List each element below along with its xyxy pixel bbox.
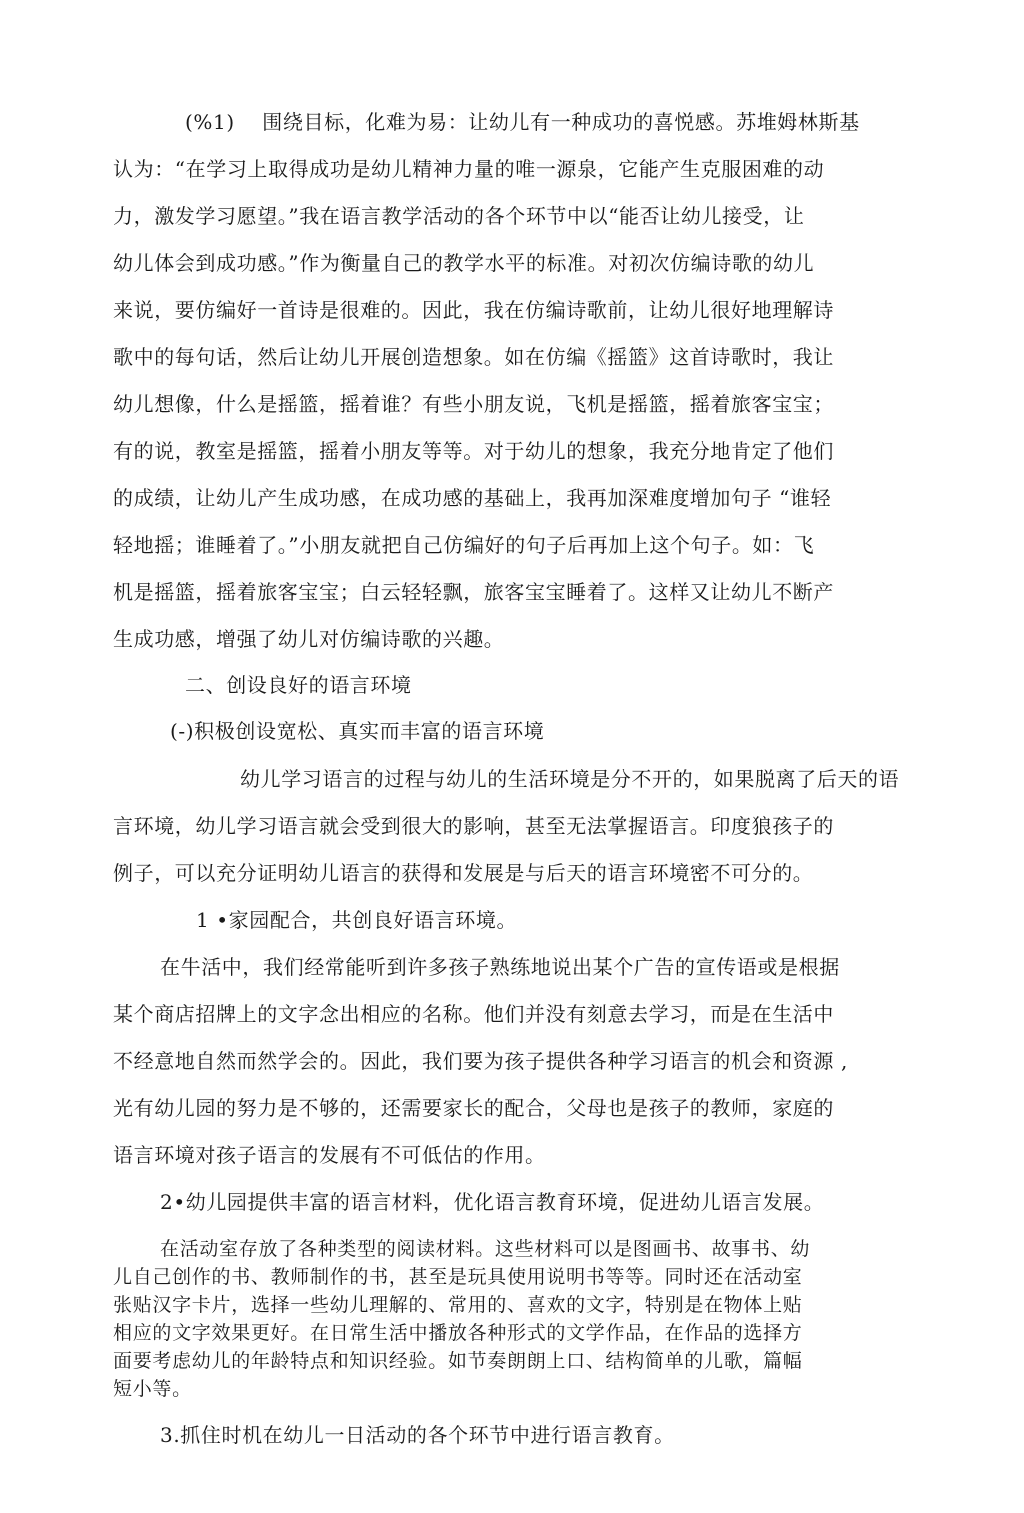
- text-line: 来说，要仿编好一首诗是很难的。因此，我在仿编诗歌前，让幼儿很好地理解诗: [113, 298, 834, 322]
- item-heading: 2•幼儿园提供丰富的语言材料，优化语言教育环境，促进幼儿语言发展。: [160, 1190, 825, 1214]
- text-line: 轻地摇；谁睡着了。”小朋友就把自己仿编好的句子后再加上这个句子。如：飞: [113, 533, 815, 557]
- subsection-heading: (-)积极创设宽松、真实而丰富的语言环境: [170, 719, 545, 743]
- text-line: 认为：“在学习上取得成功是幼儿精神力量的唯一源泉，它能产生克服困难的动: [113, 157, 825, 181]
- text-line: 面要考虑幼儿的年龄特点和知识经验。如节奏朗朗上口、结构简单的儿歌，篇幅: [113, 1350, 803, 1372]
- text-line: 相应的文字效果更好。在日常生活中播放各种形式的文学作品，在作品的选择方: [113, 1322, 803, 1344]
- text-line: 在牛活中，我们经常能听到许多孩子熟练地说出某个广告的宣传语或是根据: [160, 955, 840, 979]
- section-heading: 二、创设良好的语言环境: [185, 673, 412, 697]
- text-line: 有的说，教室是摇篮，摇着小朋友等等。对于幼儿的想象，我充分地肯定了他们: [113, 439, 834, 463]
- text-line: 幼儿体会到成功感。”作为衡量自己的教学水平的标准。对初次仿编诗歌的幼儿: [113, 251, 815, 275]
- text-line: 言环境，幼儿学习语言就会受到很大的影响，甚至无法掌握语言。印度狼孩子的: [113, 814, 834, 838]
- text-line: 生成功感，增强了幼儿对仿编诗歌的兴趣。: [113, 627, 505, 651]
- text-line: 力，激发学习愿望。”我在语言教学活动的各个环节中以“能否让幼儿接受，让: [113, 204, 805, 228]
- text-line: 机是摇篮，摇着旅客宝宝；白云轻轻飘，旅客宝宝睡着了。这样又让幼儿不断产: [113, 580, 834, 604]
- item-heading: 3.抓住时机在幼儿一日活动的各个环节中进行语言教育。: [160, 1423, 675, 1447]
- text-line: 幼儿想像，什么是摇篮，摇着谁？有些小朋友说，飞机是摇篮，摇着旅客宝宝；: [113, 392, 834, 416]
- text-line: 幼儿学习语言的过程与幼儿的生活环境是分不开的，如果脱离了后天的语: [240, 767, 900, 791]
- text-line: 张贴汉字卡片，选择一些幼儿理解的、常用的、喜欢的文字，特别是在物体上贴: [113, 1294, 803, 1316]
- text-line: 的成绩，让幼儿产生成功感，在成功感的基础上，我再加深难度增加句子 “谁轻: [113, 486, 832, 510]
- text-line: 光有幼儿园的努力是不够的，还需要家长的配合，父母也是孩子的教师，家庭的: [113, 1096, 834, 1120]
- text-line: 语言环境对孩子语言的发展有不可低估的作用。: [113, 1143, 546, 1167]
- item-heading: 1 •家园配合，共创良好语言环境。: [196, 908, 518, 932]
- text-line: 某个商店招牌上的文字念出相应的名称。他们并没有刻意去学习，而是在生活中: [113, 1002, 834, 1026]
- text-line: 短小等。: [113, 1378, 192, 1400]
- text-line: (%1) 围绕目标，化难为易：让幼儿有一种成功的喜悦感。苏堆姆林斯基: [185, 110, 860, 134]
- text-line: 例子，可以充分证明幼儿语言的获得和发展是与后天的语言环境密不可分的。: [113, 861, 814, 885]
- text-line: 不经意地自然而然学会的。因此，我们要为孩子提供各种学习语言的机会和资源 ,: [113, 1049, 848, 1073]
- text-line: 儿自己创作的书、教师制作的书，甚至是玩具使用说明书等等。同时还在活动室: [113, 1266, 803, 1288]
- text-line: 歌中的每句话，然后让幼儿开展创造想象。如在仿编《摇篮》这首诗歌时，我让: [113, 345, 834, 369]
- text-line: 在活动室存放了各种类型的阅读材料。这些材料可以是图画书、故事书、幼: [160, 1238, 811, 1260]
